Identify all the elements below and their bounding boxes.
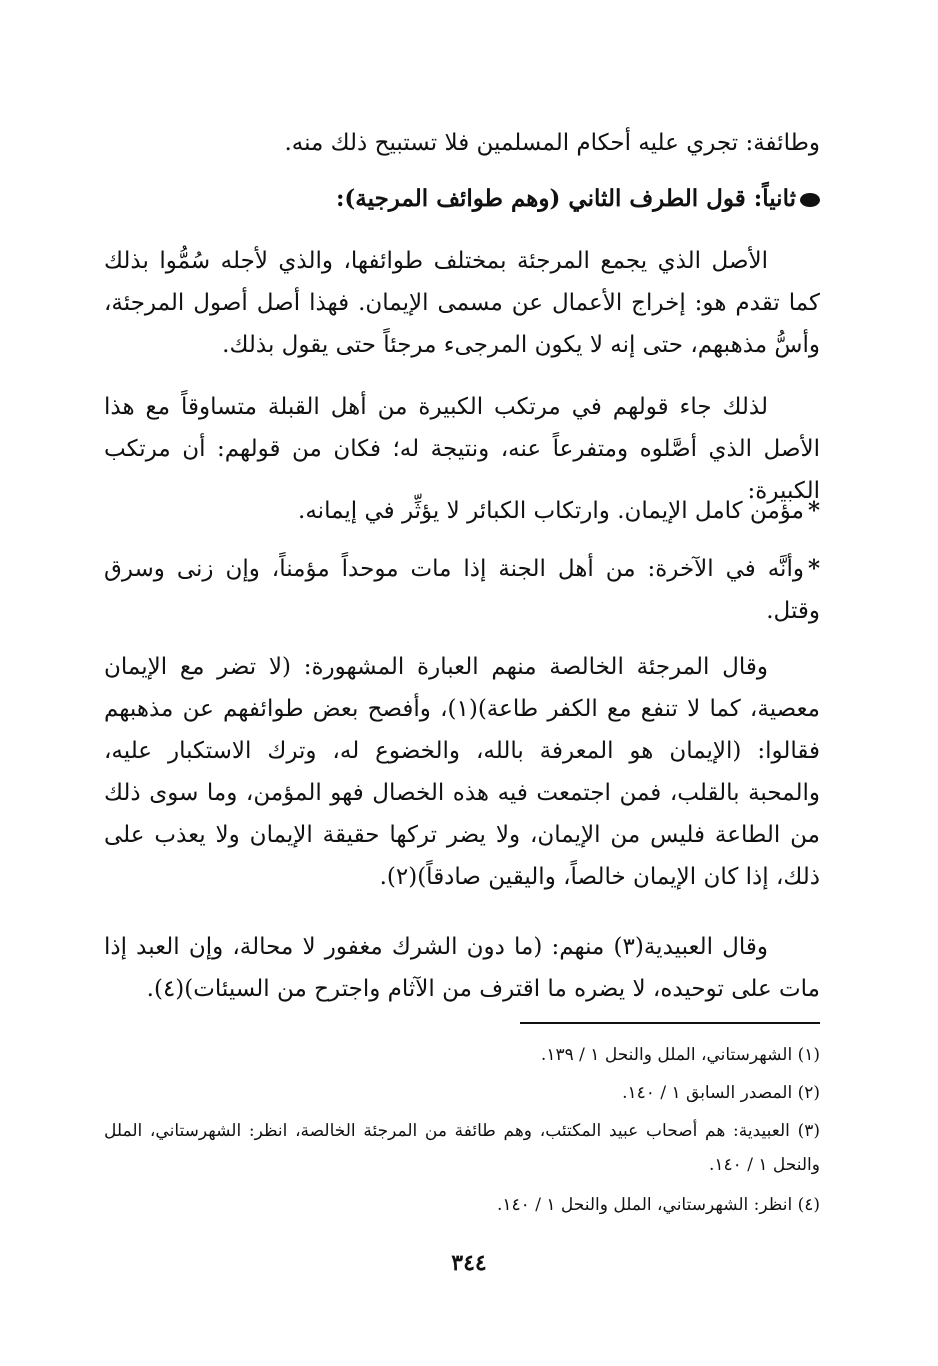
bullet-item-1-text: مؤمن كامل الإيمان. وارتكاب الكبائر لا يؤثِّر في إيمانه. [298, 498, 804, 524]
footnote-4: (٤) انظر: الشهرستاني، الملل والنحل ١ / ١٤٠. [497, 1195, 820, 1215]
star-bullet-icon: * [807, 497, 820, 524]
footnote-separator [520, 1022, 820, 1024]
heading-bullet-icon [800, 193, 820, 207]
bullet-item-1 [104, 490, 820, 532]
section-heading [104, 178, 820, 220]
footnote-2: (٢) المصدر السابق ١ / ١٤٠. [622, 1083, 820, 1103]
intro-line: وطائفة: تجري عليه أحكام المسلمين فلا تستبيح ذلك منه. [284, 130, 820, 156]
bullet-item-2-text: وأنَّه في الآخرة: من أهل الجنة إذا مات موحداً مؤمناً، وإن زنى وسرق وقتل. [104, 556, 820, 624]
paragraph-4: وقال العبيدية(٣) منهم: (ما دون الشرك مغفور لا محالة، وإن العبد إذا مات على توحيده، لا يضره ما اقترف من الآثام واجترح من السيئات)(٤). [104, 934, 820, 1002]
bullet-item-2 [104, 548, 820, 632]
footnote-1: (١) الشهرستاني، الملل والنحل ١ / ١٣٩. [540, 1045, 820, 1065]
page-number: ٣٤٤ [451, 1250, 487, 1276]
paragraph-3: وقال المرجئة الخالصة منهم العبارة المشهورة: (لا تضر مع الإيمان معصية، كما لا تنفع مع الكفر طاعة)(١)، وأفصح بعض طوائفهم عن مذهبهم فقالوا: (الإيمان هو المعرفة بالله، والخضوع له، وترك الاستكبار عليه، والمحبة بالقلب، فمن اجتمعت فيه هذه الخصال فهو المؤمن، وما سوى ذلك من الطاعة فليس من الإيمان، ولا يضر تركها حقيقة الإيمان ولا يعذب على ذلك، إذا كان الإيمان خالصاً، واليقين صادقاً)(٢). [104, 654, 820, 890]
paragraph-1: الأصل الذي يجمع المرجئة بمختلف طوائفها، والذي لأجله سُمُّوا بذلك كما تقدم هو: إخراج الأعمال عن مسمى الإيمان. فهذا أصل أصول المرجئة، وأسُّ مذهبهم، حتى إنه لا يكون المرجىء مرجئاً حتى يقول بذلك. [104, 248, 820, 358]
star-bullet-icon: * [807, 555, 820, 582]
heading-text: ثانياً: قول الطرف الثاني (وهم طوائف المرجية): [335, 185, 796, 212]
footnote-3: (٣) العبيدية: هم أصحاب عبيد المكتئب، وهم طائفة من المرجئة الخالصة، انظر: الشهرستاني، الملل والنحل ١ / ١٤٠. [104, 1121, 820, 1175]
paragraph-2: لذلك جاء قولهم في مرتكب الكبيرة من أهل القبلة متساوقاً مع هذا الأصل الذي أصَّلوه ومتفرعاً عنه، ونتيجة له؛ فكان من قولهم: أن مرتكب الكبيرة: [104, 394, 820, 504]
